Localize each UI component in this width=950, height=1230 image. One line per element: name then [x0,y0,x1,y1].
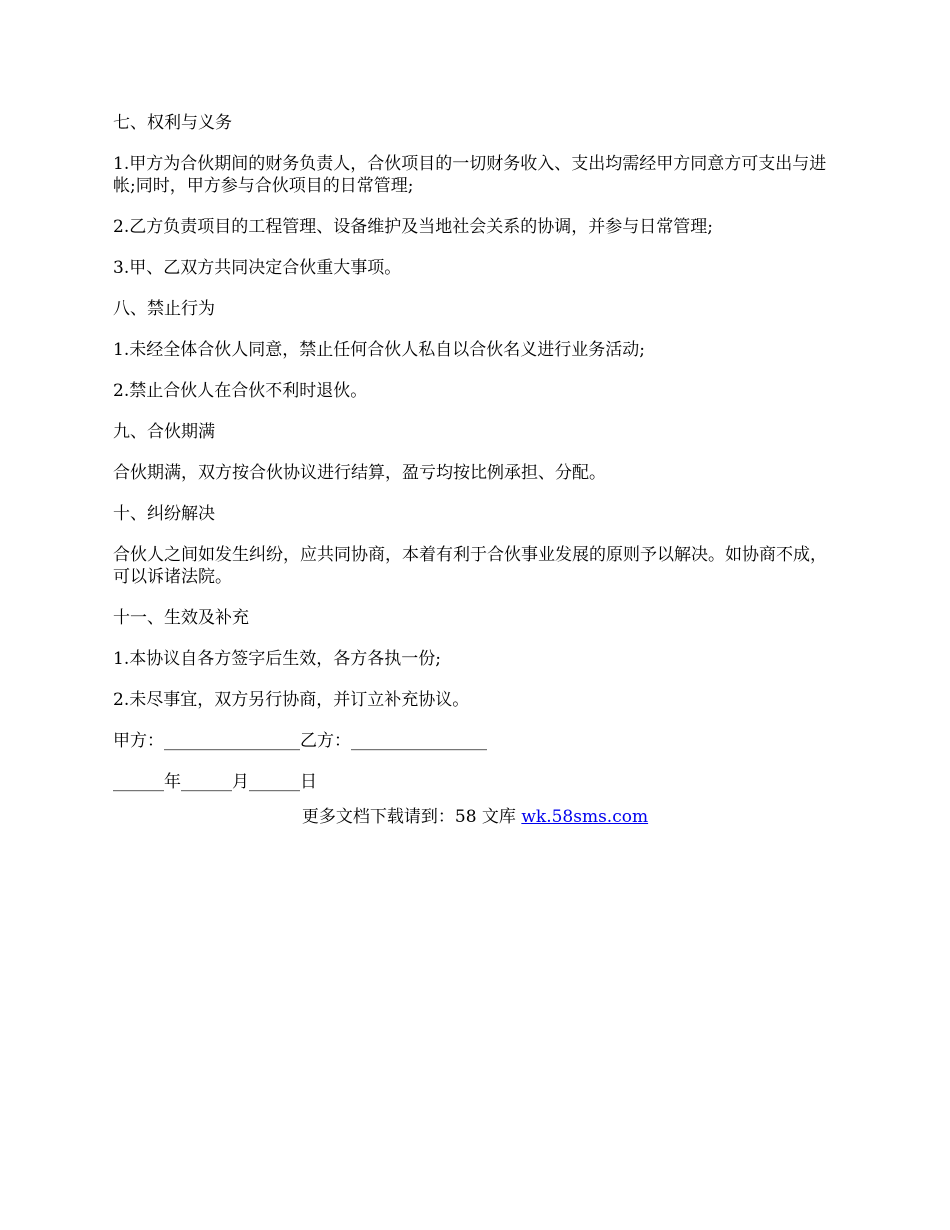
footer-site-link[interactable]: wk.58sms.com [521,807,649,827]
clause-paragraph: 1.未经全体合伙人同意，禁止任何合伙人私自以合伙名义进行业务活动; [113,340,645,360]
download-footer [0,806,950,828]
clause-paragraph: 合伙期满，双方按合伙协议进行结算，盈亏均按比例承担、分配。 [113,463,606,483]
signature-line: 甲方：________________乙方：________________ [113,731,487,751]
footer-prefix-text: 更多文档下载请到：58 文库 [301,807,522,827]
section-heading-rights-obligations: 七、权利与义务 [113,113,232,133]
section-heading-effect-supplement: 十一、生效及补充 [113,608,249,628]
section-heading-term-expiry: 九、合伙期满 [113,422,215,442]
clause-paragraph: 2.禁止合伙人在合伙不利时退伙。 [113,381,368,401]
document-body [113,112,843,812]
section-heading-prohibited-acts: 八、禁止行为 [113,299,215,319]
clause-paragraph: 2.乙方负责项目的工程管理、设备维护及当地社会关系的协调，并参与日常管理; [113,217,713,237]
clause-paragraph: 合伙人之间如发生纠纷，应共同协商，本着有利于合伙事业发展的原则予以解决。如协商不成，可以诉诸法院。 [113,545,827,587]
date-line: ______年______月______日 [113,772,317,792]
clause-paragraph: 1.甲方为合伙期间的财务负责人，合伙项目的一切财务收入、支出均需经甲方同意方可支出与进帐;同时，甲方参与合伙项目的日常管理; [113,154,827,196]
clause-paragraph: 3.甲、乙双方共同决定合伙重大事项。 [113,258,402,278]
section-heading-dispute-resolution: 十、纠纷解决 [113,504,215,524]
clause-paragraph: 2.未尽事宜，双方另行协商，并订立补充协议。 [113,690,470,710]
clause-paragraph: 1.本协议自各方签字后生效，各方各执一份; [113,649,441,669]
